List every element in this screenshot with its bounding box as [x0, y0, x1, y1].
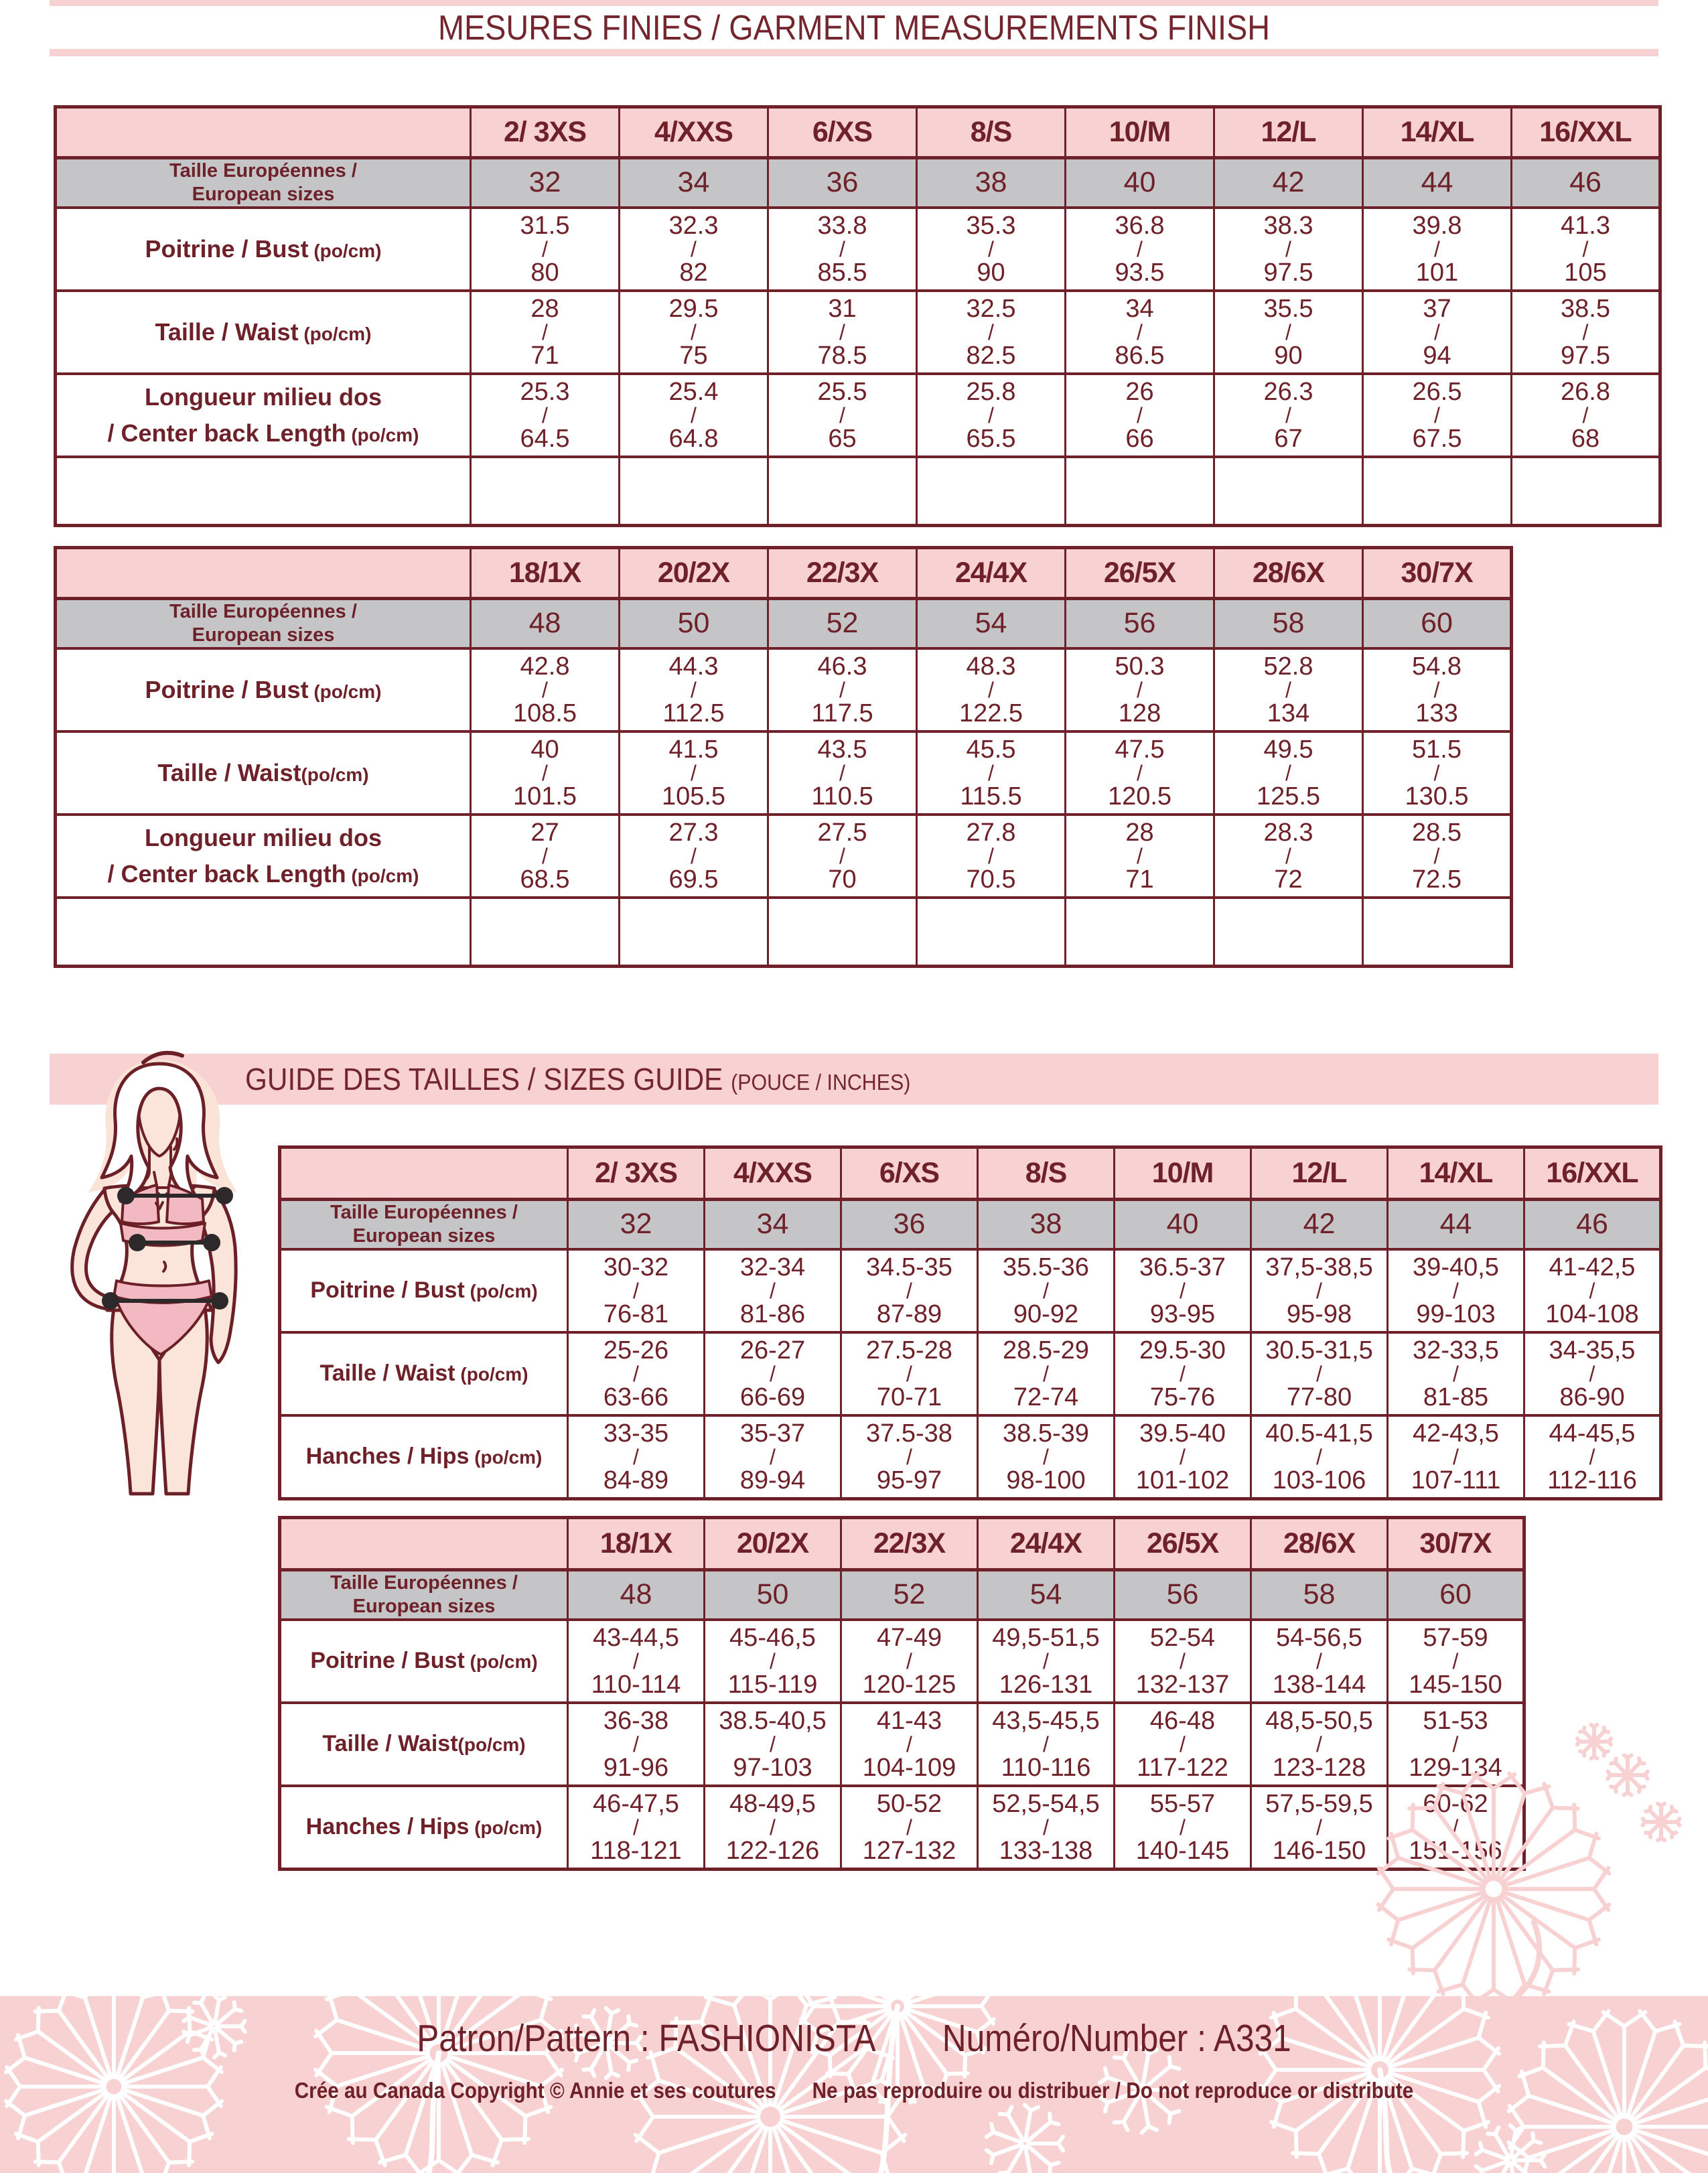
european-size-value: 34 — [620, 158, 768, 208]
size-column-header: 18/1X — [471, 548, 620, 599]
measurement-value-cell: 27.5 / 70 — [768, 815, 917, 898]
european-size-value: 40 — [1115, 1200, 1251, 1249]
measurement-value-cell: 38.5-39 / 98-100 — [978, 1415, 1115, 1499]
size-column-header: 8/S — [978, 1147, 1115, 1200]
measurement-value-cell: 29.5 / 75 — [620, 291, 768, 374]
size-column-header: 20/2X — [620, 548, 768, 599]
empty-cell — [1512, 457, 1660, 526]
table-corner-cell — [280, 1147, 568, 1200]
european-sizes-label: Taille Européennes / European sizes — [280, 1570, 568, 1620]
measurement-value-cell: 36.8 / 93.5 — [1066, 208, 1214, 291]
measurement-value-cell: 51-53 / 129-134 — [1388, 1703, 1524, 1786]
measurement-value-cell: 57-59 / 145-150 — [1388, 1620, 1524, 1703]
measurement-value-cell: 35-37 / 89-94 — [705, 1415, 841, 1499]
sizes-guide-title-text: GUIDE DES TAILLES / SIZES GUIDE — [245, 1062, 723, 1097]
sizes-guide-small-sizes-table — [278, 1145, 1662, 1500]
size-column-header: 24/4X — [917, 548, 1066, 599]
size-column-header: 26/5X — [1066, 548, 1214, 599]
european-size-value: 42 — [1251, 1200, 1388, 1249]
measurement-value-cell: 32.5 / 82.5 — [917, 291, 1066, 374]
measurement-row-label: Hanches / Hips (po/cm) — [280, 1415, 568, 1499]
empty-cell — [1066, 898, 1214, 967]
size-column-header: 24/4X — [978, 1518, 1115, 1570]
measurement-value-cell: 52-54 / 132-137 — [1115, 1620, 1251, 1703]
size-column-header: 2/ 3XS — [568, 1147, 705, 1200]
measurement-row-label: Longueur milieu dos / Center back Length (po/cm) — [56, 815, 471, 898]
pattern-number-label: Numéro/Number : A331 — [942, 2017, 1291, 2060]
size-column-header: 4/XXS — [705, 1147, 841, 1200]
empty-cell — [1066, 457, 1214, 526]
size-column-header: 22/3X — [841, 1518, 978, 1570]
measurement-row-label: Hanches / Hips (po/cm) — [280, 1786, 568, 1870]
measurement-value-cell: 43.5 / 110.5 — [768, 731, 917, 815]
european-size-value: 42 — [1214, 158, 1363, 208]
garment-measurements-plus-sizes-table — [54, 546, 1513, 968]
top-decorative-bar — [50, 0, 1658, 6]
european-size-value: 36 — [768, 158, 917, 208]
european-size-value: 50 — [620, 599, 768, 648]
measurement-value-cell: 49.5 / 125.5 — [1214, 731, 1363, 815]
measurement-value-cell: 48,5-50,5 / 123-128 — [1251, 1703, 1388, 1786]
empty-cell — [768, 457, 917, 526]
measurement-row-label: Poitrine / Bust (po/cm) — [280, 1620, 568, 1703]
size-column-header: 12/L — [1214, 107, 1363, 158]
european-size-value: 48 — [471, 599, 620, 648]
measurement-value-cell: 31 / 78.5 — [768, 291, 917, 374]
measurement-row-label: Taille / Waist (po/cm) — [56, 291, 471, 374]
measurement-value-cell: 27.5-28 / 70-71 — [841, 1332, 978, 1415]
measurement-value-cell: 44.3 / 112.5 — [620, 648, 768, 731]
measurement-value-cell: 51.5 / 130.5 — [1363, 731, 1512, 815]
measurement-value-cell: 27.8 / 70.5 — [917, 815, 1066, 898]
size-column-header: 6/XS — [768, 107, 917, 158]
measurement-value-cell: 46-47,5 / 118-121 — [568, 1786, 705, 1870]
measurement-value-cell: 40.5-41,5 / 103-106 — [1251, 1415, 1388, 1499]
european-size-value: 48 — [568, 1570, 705, 1620]
empty-cell — [620, 898, 768, 967]
measurement-value-cell: 37.5-38 / 95-97 — [841, 1415, 978, 1499]
european-size-value: 46 — [1512, 158, 1660, 208]
measurement-value-cell: 54-56,5 / 138-144 — [1251, 1620, 1388, 1703]
footer-pattern-line — [111, 2016, 1597, 2060]
empty-cell — [471, 898, 620, 967]
european-size-value: 54 — [978, 1570, 1115, 1620]
size-column-header: 28/6X — [1214, 548, 1363, 599]
size-column-header: 20/2X — [705, 1518, 841, 1570]
empty-cell — [1214, 898, 1363, 967]
size-column-header: 14/XL — [1388, 1147, 1524, 1200]
measurement-value-cell: 32-33,5 / 81-85 — [1388, 1332, 1524, 1415]
measurement-value-cell: 35.5 / 90 — [1214, 291, 1363, 374]
measurement-value-cell: 28.3 / 72 — [1214, 815, 1363, 898]
measurement-value-cell: 26-27 / 66-69 — [705, 1332, 841, 1415]
measurement-value-cell: 54.8 / 133 — [1363, 648, 1512, 731]
size-column-header: 16/XXL — [1512, 107, 1660, 158]
measurement-value-cell: 37,5-38,5 / 95-98 — [1251, 1249, 1388, 1332]
measurement-value-cell: 46-48 / 117-122 — [1115, 1703, 1251, 1786]
no-reproduce-notice: Ne pas reproduire ou distribuer / Do not reproduce or distribute — [812, 2078, 1414, 2103]
measurement-value-cell: 49,5-51,5 / 126-131 — [978, 1620, 1115, 1703]
european-size-value: 44 — [1363, 158, 1512, 208]
measurement-value-cell: 26.8 / 68 — [1512, 374, 1660, 457]
measurement-value-cell: 39.5-40 / 101-102 — [1115, 1415, 1251, 1499]
european-size-value: 38 — [917, 158, 1066, 208]
measurement-value-cell: 52,5-54,5 / 133-138 — [978, 1786, 1115, 1870]
sizes-guide-title — [245, 1061, 910, 1097]
measurement-value-cell: 35.5-36 / 90-92 — [978, 1249, 1115, 1332]
measurement-value-cell: 25.4 / 64.8 — [620, 374, 768, 457]
footer-copyright-line — [86, 2078, 1623, 2103]
sizes-guide-units-note: (POUCE / INCHES) — [731, 1070, 911, 1095]
european-size-value: 58 — [1251, 1570, 1388, 1620]
measurement-value-cell: 42-43,5 / 107-111 — [1388, 1415, 1524, 1499]
measurement-value-cell: 41-42,5 / 104-108 — [1524, 1249, 1661, 1332]
european-size-value: 46 — [1524, 1200, 1661, 1249]
page-title: MESURES FINIES / GARMENT MEASUREMENTS FINISH — [437, 9, 1271, 48]
empty-cell — [620, 457, 768, 526]
measurement-row-label: Poitrine / Bust (po/cm) — [56, 208, 471, 291]
size-column-header: 10/M — [1115, 1147, 1251, 1200]
measurement-value-cell: 45.5 / 115.5 — [917, 731, 1066, 815]
measurement-value-cell: 44-45,5 / 112-116 — [1524, 1415, 1661, 1499]
copyright-text: Crée au Canada Copyright © Annie et ses coutures — [294, 2078, 776, 2103]
sizes-guide-band — [50, 1054, 1658, 1105]
table-corner-cell — [56, 107, 471, 158]
measurement-value-cell: 30.5-31,5 / 77-80 — [1251, 1332, 1388, 1415]
body-measurement-figure-illustration — [59, 1046, 267, 1502]
european-size-value: 60 — [1363, 599, 1512, 648]
garment-measurements-small-sizes-table — [54, 105, 1662, 527]
size-column-header: 12/L — [1251, 1147, 1388, 1200]
measurement-value-cell: 25.5 / 65 — [768, 374, 917, 457]
measurement-value-cell: 38.5 / 97.5 — [1512, 291, 1660, 374]
measurement-value-cell: 38.3 / 97.5 — [1214, 208, 1363, 291]
measurement-value-cell: 34-35,5 / 86-90 — [1524, 1332, 1661, 1415]
empty-cell — [56, 457, 471, 526]
measurement-value-cell: 48.3 / 122.5 — [917, 648, 1066, 731]
size-column-header: 10/M — [1066, 107, 1214, 158]
table-corner-cell — [280, 1518, 568, 1570]
european-size-value: 54 — [917, 599, 1066, 648]
european-size-value: 60 — [1388, 1570, 1524, 1620]
empty-cell — [1363, 457, 1512, 526]
empty-cell — [56, 898, 471, 967]
european-size-value: 52 — [841, 1570, 978, 1620]
measurement-row-label: Poitrine / Bust (po/cm) — [56, 648, 471, 731]
size-column-header: 30/7X — [1388, 1518, 1524, 1570]
european-size-value: 32 — [471, 158, 620, 208]
size-column-header: 18/1X — [568, 1518, 705, 1570]
measurement-value-cell: 28 / 71 — [471, 291, 620, 374]
european-size-value: 36 — [841, 1200, 978, 1249]
european-size-value: 58 — [1214, 599, 1363, 648]
measurement-row-label: Taille / Waist(po/cm) — [280, 1703, 568, 1786]
measurement-value-cell: 46.3 / 117.5 — [768, 648, 917, 731]
measurement-value-cell: 38.5-40,5 / 97-103 — [705, 1703, 841, 1786]
measurement-value-cell: 30-32 / 76-81 — [568, 1249, 705, 1332]
measurement-value-cell: 55-57 / 140-145 — [1115, 1786, 1251, 1870]
measurement-value-cell: 39-40,5 / 99-103 — [1388, 1249, 1524, 1332]
measurement-value-cell: 31.5 / 80 — [471, 208, 620, 291]
european-size-value: 32 — [568, 1200, 705, 1249]
title-underline-bar — [50, 49, 1658, 56]
footer-band — [0, 1996, 1708, 2173]
size-column-header: 8/S — [917, 107, 1066, 158]
empty-cell — [917, 898, 1066, 967]
measurement-value-cell: 36-38 / 91-96 — [568, 1703, 705, 1786]
measurement-value-cell: 27.3 / 69.5 — [620, 815, 768, 898]
measurement-value-cell: 52.8 / 134 — [1214, 648, 1363, 731]
garment-measurements-plus-sizes-table — [54, 546, 1513, 968]
measurement-value-cell: 39.8 / 101 — [1363, 208, 1512, 291]
empty-cell — [1363, 898, 1512, 967]
measurement-value-cell: 29.5-30 / 75-76 — [1115, 1332, 1251, 1415]
empty-cell — [768, 898, 917, 967]
measurement-value-cell: 25.3 / 64.5 — [471, 374, 620, 457]
pink-dandelion-icon — [1313, 1728, 1708, 1996]
table-corner-cell — [56, 548, 471, 599]
measurement-value-cell: 37 / 94 — [1363, 291, 1512, 374]
measurement-value-cell: 28.5-29 / 72-74 — [978, 1332, 1115, 1415]
european-sizes-label: Taille Européennes / European sizes — [56, 158, 471, 208]
european-size-value: 50 — [705, 1570, 841, 1620]
sizes-guide-small-sizes-table — [278, 1145, 1662, 1500]
measurement-value-cell: 28.5 / 72.5 — [1363, 815, 1512, 898]
measurement-value-cell: 50.3 / 128 — [1066, 648, 1214, 731]
size-column-header: 4/XXS — [620, 107, 768, 158]
european-size-value: 38 — [978, 1200, 1115, 1249]
measurement-value-cell: 47.5 / 120.5 — [1066, 731, 1214, 815]
measurement-value-cell: 60-62 / 151-156 — [1388, 1786, 1524, 1870]
measurement-value-cell: 34 / 86.5 — [1066, 291, 1214, 374]
measurement-value-cell: 48-49,5 / 122-126 — [705, 1786, 841, 1870]
measurement-value-cell: 42.8 / 108.5 — [471, 648, 620, 731]
measurement-row-label: Longueur milieu dos / Center back Length (po/cm) — [56, 374, 471, 457]
size-column-header: 14/XL — [1363, 107, 1512, 158]
european-size-value: 52 — [768, 599, 917, 648]
empty-cell — [1214, 457, 1363, 526]
measurement-value-cell: 26 / 66 — [1066, 374, 1214, 457]
measurement-row-label: Poitrine / Bust (po/cm) — [280, 1249, 568, 1332]
measurement-row-label: Taille / Waist(po/cm) — [56, 731, 471, 815]
measurement-row-label: Taille / Waist (po/cm) — [280, 1332, 568, 1415]
measurement-value-cell: 43,5-45,5 / 110-116 — [978, 1703, 1115, 1786]
pattern-name-label: Patron/Pattern : FASHIONISTA — [417, 2017, 876, 2060]
measurement-value-cell: 41.5 / 105.5 — [620, 731, 768, 815]
measurement-value-cell: 36.5-37 / 93-95 — [1115, 1249, 1251, 1332]
size-column-header: 6/XS — [841, 1147, 978, 1200]
measurement-value-cell: 57,5-59,5 / 146-150 — [1251, 1786, 1388, 1870]
size-column-header: 2/ 3XS — [471, 107, 620, 158]
measurement-value-cell: 25.8 / 65.5 — [917, 374, 1066, 457]
european-size-value: 34 — [705, 1200, 841, 1249]
european-size-value: 40 — [1066, 158, 1214, 208]
european-sizes-label: Taille Européennes / European sizes — [280, 1200, 568, 1249]
measurement-value-cell: 45-46,5 / 115-119 — [705, 1620, 841, 1703]
european-size-value: 56 — [1066, 599, 1214, 648]
measurement-value-cell: 27 / 68.5 — [471, 815, 620, 898]
empty-cell — [471, 457, 620, 526]
measurement-value-cell: 28 / 71 — [1066, 815, 1214, 898]
measurement-value-cell: 25-26 / 63-66 — [568, 1332, 705, 1415]
european-size-value: 44 — [1388, 1200, 1524, 1249]
size-column-header: 30/7X — [1363, 548, 1512, 599]
size-column-header: 22/3X — [768, 548, 917, 599]
measurement-value-cell: 43-44,5 / 110-114 — [568, 1620, 705, 1703]
european-size-value: 56 — [1115, 1570, 1251, 1620]
measurement-value-cell: 32-34 / 81-86 — [705, 1249, 841, 1332]
measurement-value-cell: 41-43 / 104-109 — [841, 1703, 978, 1786]
measurement-value-cell: 33-35 / 84-89 — [568, 1415, 705, 1499]
garment-measurements-small-sizes-table — [54, 105, 1662, 527]
measurement-value-cell: 47-49 / 120-125 — [841, 1620, 978, 1703]
measurement-value-cell: 50-52 / 127-132 — [841, 1786, 978, 1870]
size-column-header: 16/XXL — [1524, 1147, 1661, 1200]
measurement-value-cell: 26.5 / 67.5 — [1363, 374, 1512, 457]
measurement-value-cell: 35.3 / 90 — [917, 208, 1066, 291]
size-column-header: 26/5X — [1115, 1518, 1251, 1570]
measurement-value-cell: 26.3 / 67 — [1214, 374, 1363, 457]
measurement-value-cell: 32.3 / 82 — [620, 208, 768, 291]
measurement-value-cell: 34.5-35 / 87-89 — [841, 1249, 978, 1332]
empty-cell — [917, 457, 1066, 526]
measurement-value-cell: 33.8 / 85.5 — [768, 208, 917, 291]
european-sizes-label: Taille Européennes / European sizes — [56, 599, 471, 648]
measurement-value-cell: 41.3 / 105 — [1512, 208, 1660, 291]
size-column-header: 28/6X — [1251, 1518, 1388, 1570]
measurement-value-cell: 40 / 101.5 — [471, 731, 620, 815]
